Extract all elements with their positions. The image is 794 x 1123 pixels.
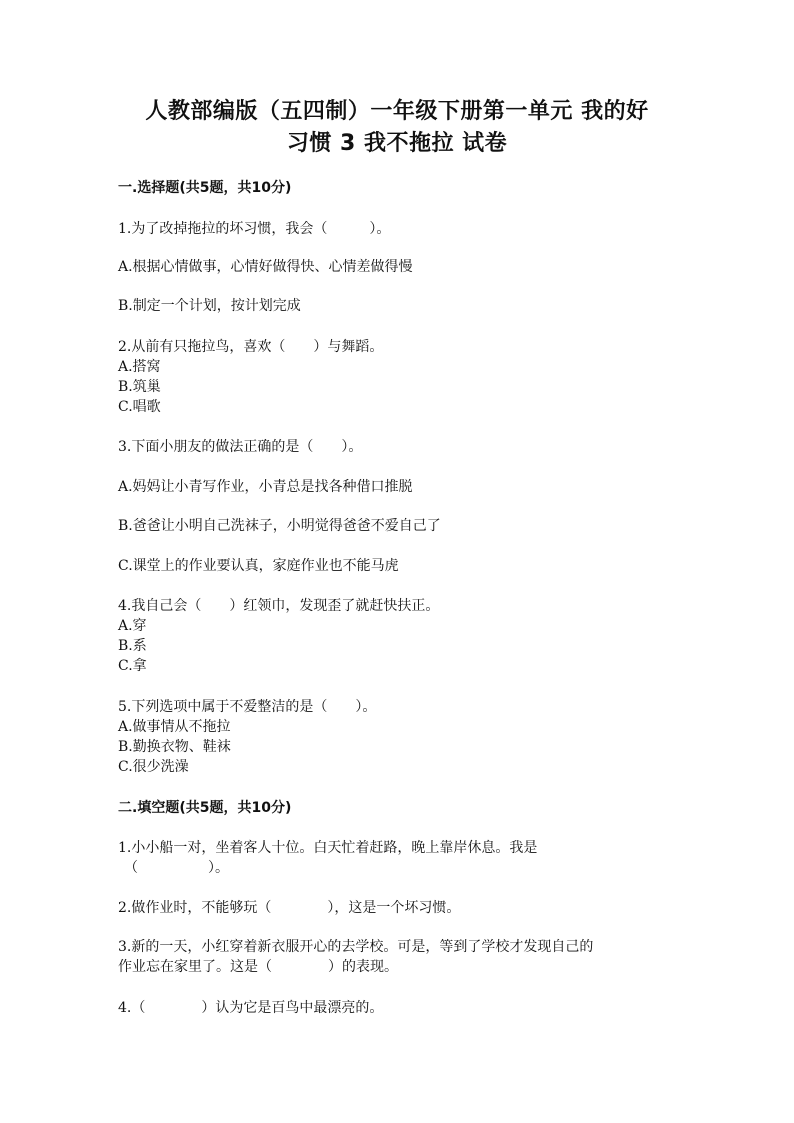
question-option: C.课堂上的作业要认真，家庭作业也不能马虎 (118, 558, 399, 574)
question-stem-continued: （ ）。 (124, 860, 229, 876)
question-option: B.勤换衣物、鞋袜 (118, 739, 231, 755)
question-option: A.穿 (118, 618, 147, 634)
question-stem: 4.（ ）认为它是百鸟中最漂亮的。 (118, 1000, 384, 1016)
section-heading-choice: 一.选择题(共5题，共10分) (118, 180, 292, 196)
question-option: C.唱歌 (118, 399, 161, 415)
question-option: A.妈妈让小青写作业，小青总是找各种借口推脱 (118, 479, 413, 495)
question-option: A.根据心情做事，心情好做得快、心情差做得慢 (118, 259, 413, 275)
question-stem: 2.从前有只拖拉鸟，喜欢（ ）与舞蹈。 (118, 339, 384, 355)
question-option: C.很少洗澡 (118, 759, 189, 775)
question-stem: 5.下列选项中属于不爱整洁的是（ ）。 (118, 699, 377, 715)
question-option: B.筑巢 (118, 379, 161, 395)
question-option: A.搭窝 (118, 359, 161, 375)
section-heading-fill-blank: 二.填空题(共5题，共10分) (118, 800, 292, 816)
question-stem-continued: 作业忘在家里了。这是（ ）的表现。 (118, 959, 398, 975)
question-stem: 4.我自己会（ ）红领巾，发现歪了就赶快扶正。 (118, 598, 440, 614)
question-stem: 2.做作业时，不能够玩（ ），这是一个坏习惯。 (118, 900, 461, 916)
exam-title-line-1: 人教部编版（五四制）一年级下册第一单元 我的好 (145, 99, 649, 124)
question-option: C.拿 (118, 658, 147, 674)
question-option: B.系 (118, 638, 147, 654)
exam-title-line-2: 习惯 3 我不拖拉 试卷 (286, 131, 508, 156)
question-stem: 1.小小船一对，坐着客人十位。白天忙着赶路，晚上靠岸休息。我是 (118, 840, 538, 856)
question-stem: 1.为了改掉拖拉的坏习惯，我会（ ）。 (118, 221, 391, 237)
question-stem: 3.新的一天，小红穿着新衣服开心的去学校。可是，等到了学校才发现自己的 (118, 939, 594, 955)
question-option: B.制定一个计划，按计划完成 (118, 298, 301, 314)
question-option: A.做事情从不拖拉 (118, 719, 231, 735)
question-option: B.爸爸让小明自己洗袜子，小明觉得爸爸不爱自己了 (118, 518, 441, 534)
question-stem: 3.下面小朋友的做法正确的是（ ）。 (118, 439, 363, 455)
